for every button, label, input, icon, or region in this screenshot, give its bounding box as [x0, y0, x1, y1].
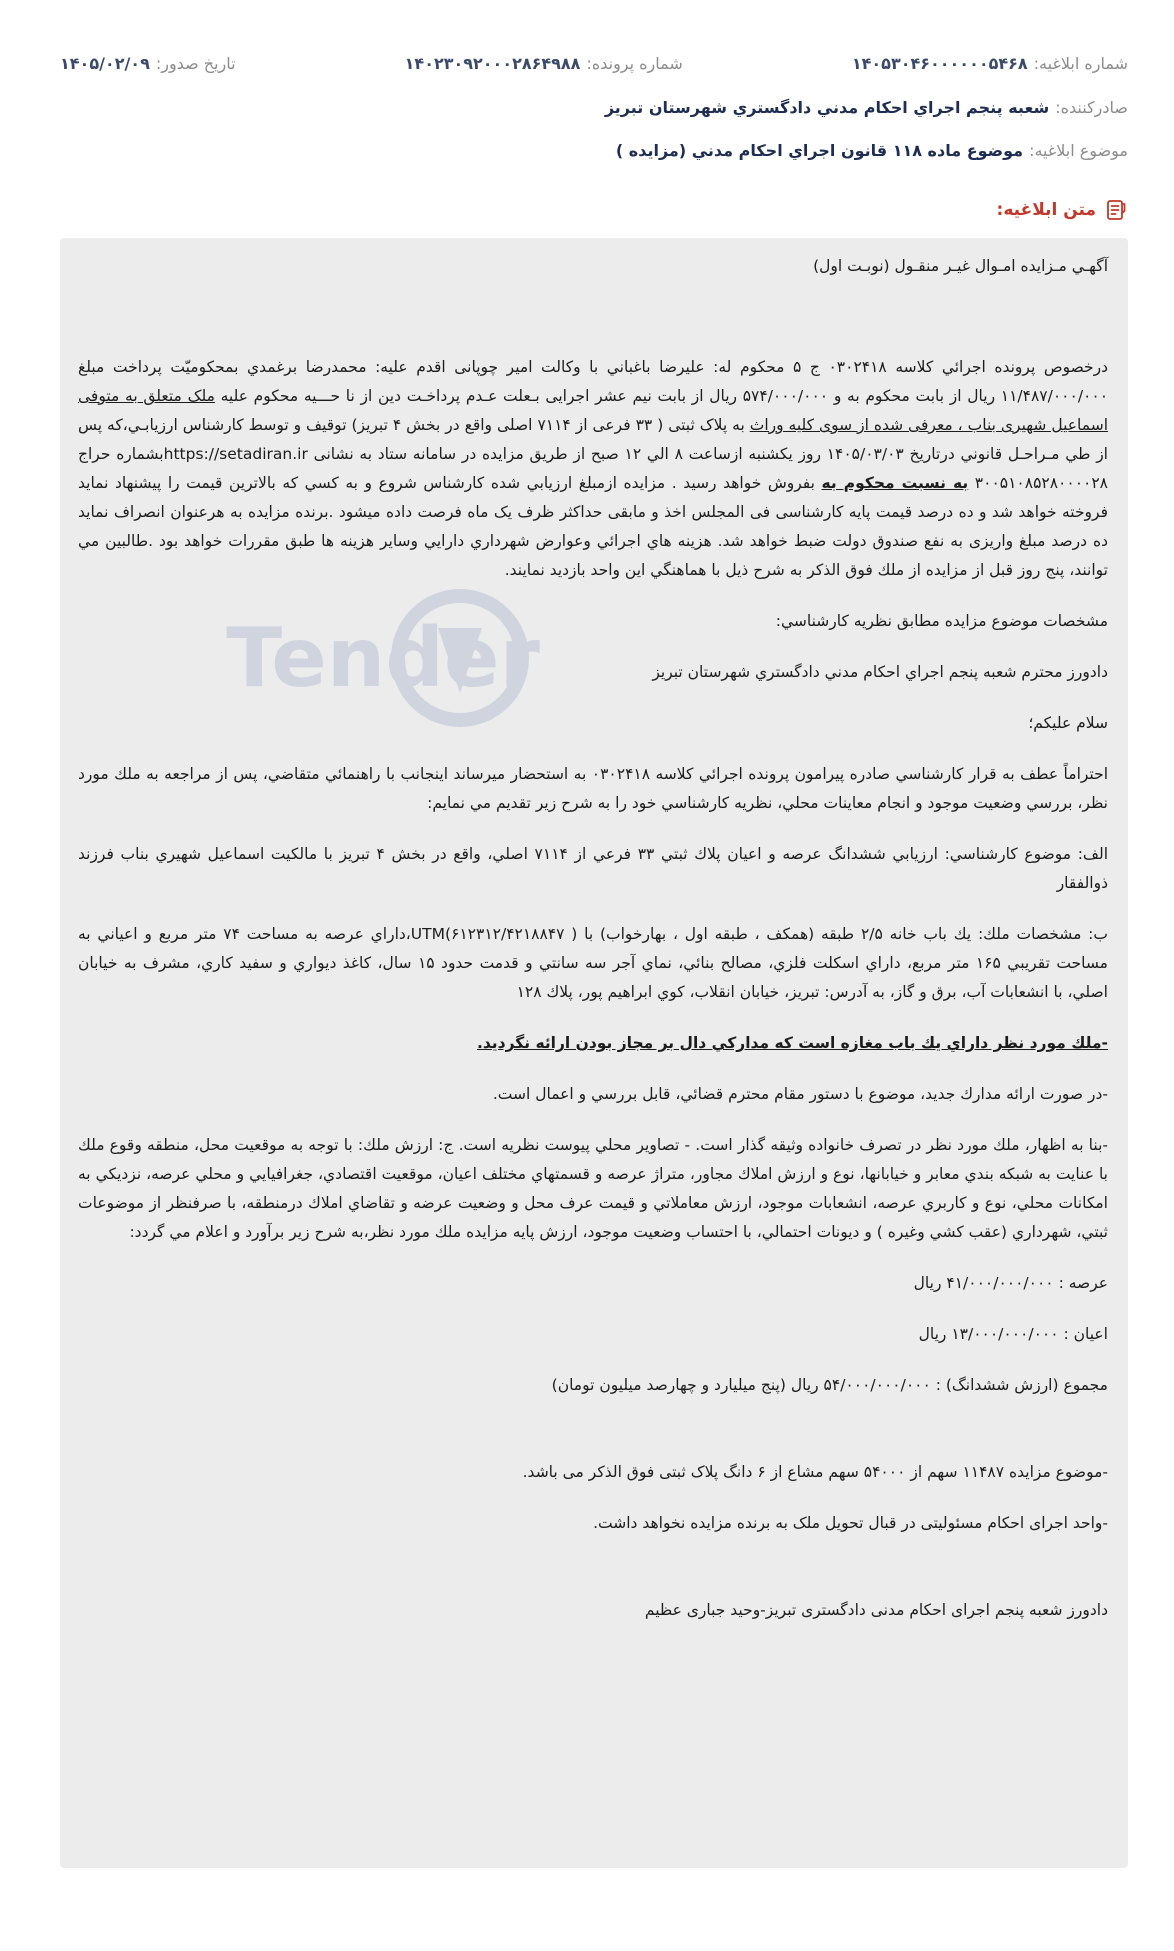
setadiran-link[interactable]: https://setadiran.ir: [163, 445, 308, 463]
notice-number: [852, 54, 1128, 73]
intro-underlined-owner: ملک متعلق به متوفی اسماعیل شهیری بناب ، معرفی شده از سوی کلیه وراث: [78, 387, 1109, 434]
subject-value: موضوع ماده ۱۱۸ قانون اجراي احكام مدني (مزايده ): [615, 141, 1024, 160]
issue-date: [60, 54, 236, 73]
item-alef: الف: موضوع كارشناسي: ارزيابي ششدانگ عرصه و اعيان پلاك ثبتي ۳۳ فرعي از ۷۱۱۴ اصلي، واقع در بخش ۴ تبريز با مالكيت اسماعيل شهيري بناب فرزند ذوالفقار: [78, 845, 1109, 892]
notice-page: [60, 0, 1128, 1951]
case-number-value: ۱۴۰۲۳۰۹۲۰۰۰۲۸۶۴۹۸۸: [404, 54, 581, 73]
subject-row: [60, 141, 1128, 160]
notice-number-label: شماره ابلاغیه:: [1033, 54, 1128, 73]
case-number-label: شماره پرونده:: [586, 54, 683, 73]
issuer-value: شعبه پنجم اجراي احكام مدني دادگستري شهرستان تبريز: [604, 98, 1050, 117]
auction-subject: -موضوع مزایده ۱۱۴۸۷ سهم از ۵۴۰۰۰ سهم مشاع از ۶ دانگ پلاک ثبتی فوق الذکر می باشد.: [522, 1463, 1108, 1481]
spec-title: مشخصات موضوع مزايده مطابق نظريه كارشناسي:: [775, 612, 1108, 630]
issue-date-label: تاریخ صدور:: [155, 54, 236, 73]
expert-intro: احتراماً عطف به قرار كارشناسي صادره پيرامون پرونده اجرائي كلاسه ۰۳۰۲۴۱۸ به استحضار ميرساند اينجانب با راهنمائي متقاضي، پس از مراجعه به ملك مورد نظر، بررسي وضعيت موجود و انجام معاينات محلي، نظريه كارشناسي خود را به شرح زير تقديم مي نمايم:: [78, 765, 1108, 812]
subject-label: موضوع ابلاغیه:: [1029, 141, 1128, 160]
intro-text-3: بشماره حراج ۳۰۰۵۱۰۸۵۲۸۰۰۰۰۲۸: [78, 445, 1108, 492]
notice-number-value: ۱۴۰۵۳۰۴۶۰۰۰۰۰۰۵۴۶۸: [851, 54, 1028, 73]
intro-text-4: بفروش خواهد رسيد . مزايده ازمبلغ ارزيابي شده كارشناس شروع و به كسي كه بالاترين قيمت را پيشنهاد نمايد فروخته خواهد شد و ده درصد قيمت پايه كارشناسی فی المجلس اخذ و مابقی حداكثر ظرف يک ماه فرصت داده ميشود .برنده مزايده به هرعنوان انصراف نمايد ده درصد مبلغ واريزی به نفع صندوق دولت ضبط خواهد شد. هزينه هاي اجرائي وعوارض شهرداري دارايي وساير هزينه ها طبق مقررات خواهد بود .طالبين مي توانند، پنج روز قبل از مزايده از ملك فوق الذكر به شرح ذيل با هماهنگي اين واحد بازديد نمايند.: [78, 474, 1108, 579]
value-total: مجموع (ارزش ششدانگ) : ۵۴/۰۰۰/۰۰۰/۰۰۰ ريال (پنج ميليارد و چهارصد ميليون تومان): [551, 1376, 1108, 1394]
value-arsa: عرصه : ۴۱/۰۰۰/۰۰۰/۰۰۰ ريال: [913, 1274, 1108, 1292]
issuer-row: [60, 98, 1128, 117]
item-je: -بنا به اظهار، ملك مورد نظر در تصرف خانواده وثيقه گذار است. - تصاوير محلي پيوست نظريه است. ج: ارزش ملك: با توجه به موقعيت محل، منطقه وقوع ملك با عنايت به شبكه بندي معابر و خيابانها، نوع و ارزش املاك مجاور، متراژ عرصه و قسمتهاي مختلف اعيان، موقعيت اقتصادي، جغرافيايي و محلي عرصه، نزديكي به امكانات محلي، نوع و كاربري عرصه، انشعابات موجود، ارزش معاملاتي و قيمت عرف محل و وضعيت عرضه و تقاضاي املاك درمنطقه، با صرفنظر از موضوعات ثبتي، شهرداري (عقب كشي وغيره ) و ديونات احتمالي، با احتساب وضعيت موجود، ارزش پايه مزايده ملك مورد نظر،به شرح زير برآورد و اعلام مي گردد:: [78, 1136, 1108, 1241]
note-new-documents: -در صورت ارائه مدارك جديد، موضوع با دستور مقام محترم قضائي، قابل بررسي و اعمال است.: [492, 1085, 1108, 1103]
value-ayan: اعيان : ۱۳/۰۰۰/۰۰۰/۰۰۰ ريال: [918, 1325, 1108, 1343]
issuer-label: صادرکننده:: [1055, 98, 1128, 117]
note-shop: -ملك مورد نظر داراي يك باب مغازه است كه مداركي دال بر مجاز بودن ارائه نگرديد.: [476, 1034, 1108, 1052]
item-be: ب: مشخصات ملك: يك باب خانه ۲/۵ طبقه (همكف ، طبقه اول ، بهارخواب) با ( UTM(۶۱۲۳۱۲/۴۲۱۸۸۴۷،داراي عرصه به مساحت ۷۴ متر مربع و اعياني به مساحت تقريبي ۱۶۵ متر مربع، داراي اسكلت فلزي، مصالح بنائي، نماي آجر سه سانتي و قدمت حدود ۱۵ سال، كاغذ ديواري و سفيد كاري، مشرف به خيابان اصلي، با انشعابات آب، برق و گاز، به آدرس: تبريز، خيابان انقلاب، كوي ابراهيم پور، پلاك ۱۲۸: [78, 925, 1108, 1001]
auction-heading: آگهـي مـزايده امـوال غيـر منقـول (نوبـت اول): [813, 257, 1108, 275]
addressee: دادورز محترم شعبه پنجم اجراي احكام مدني دادگستري شهرستان تبريز: [652, 663, 1108, 681]
disclaimer: -واحد اجرای احکام مسئولیتی در قبال تحویل ملک به برنده مزایده نخواهد داشت.: [593, 1514, 1108, 1532]
case-number: [405, 54, 683, 73]
document-text-icon: [1104, 198, 1128, 222]
header-meta-row: [60, 54, 1128, 73]
issue-date-value: ۱۴۰۵/۰۲/۰۹: [60, 54, 150, 73]
signature: دادورز شعبه پنجم اجرای احکام مدنی دادگستری تبریز-وحید جباری عظیم: [644, 1601, 1108, 1619]
intro-text-2: به پلاک ثبتی ( ۳۳ فرعی از ۷۱۱۴ اصلی واقع در بخش ۴ تبریز) توقيف و توسط كارشناس ارزيابـي،كه پس از طي مـراحـل قانوني درتاريخ ۱۴۰۵/۰۳/۰۳ روز يكشنبه ازساعت ۸ الي ۱۲ صبح از طريق مزايده در سامانه ستاد به نشانی: [78, 416, 1108, 463]
intro-text-1: درخصوص پرونده اجرائي كلاسه ۰۳۰۲۴۱۸ ج ۵ محكوم له: عليرضا باغباني با وكالت امير چوپانی اقدم عليه: محمدرضا برغمدي بمحکومیّت پرداخت مبلغ ۱۱/۴۸۷/۰۰۰/۰۰۰ ريال از بابت محكوم به و ۵۷۴/۰۰۰/۰۰۰ ريال از بابت نيم عشر اجرايی بـعلت عـدم پرداخـت دين از نا حـــيه محكوم عليه: [78, 358, 1109, 405]
auction-intro-paragraph: [78, 353, 1108, 585]
greeting: سلام عليكم؛: [1028, 714, 1108, 732]
intro-underlined-share: به نسبت محكوم به: [821, 474, 969, 492]
svg-text:Tender: Tender: [226, 611, 540, 706]
notice-body: [60, 238, 1128, 1868]
notice-text-title: متن ابلاغیه:: [996, 200, 1096, 220]
notice-text-heading: [997, 198, 1128, 222]
